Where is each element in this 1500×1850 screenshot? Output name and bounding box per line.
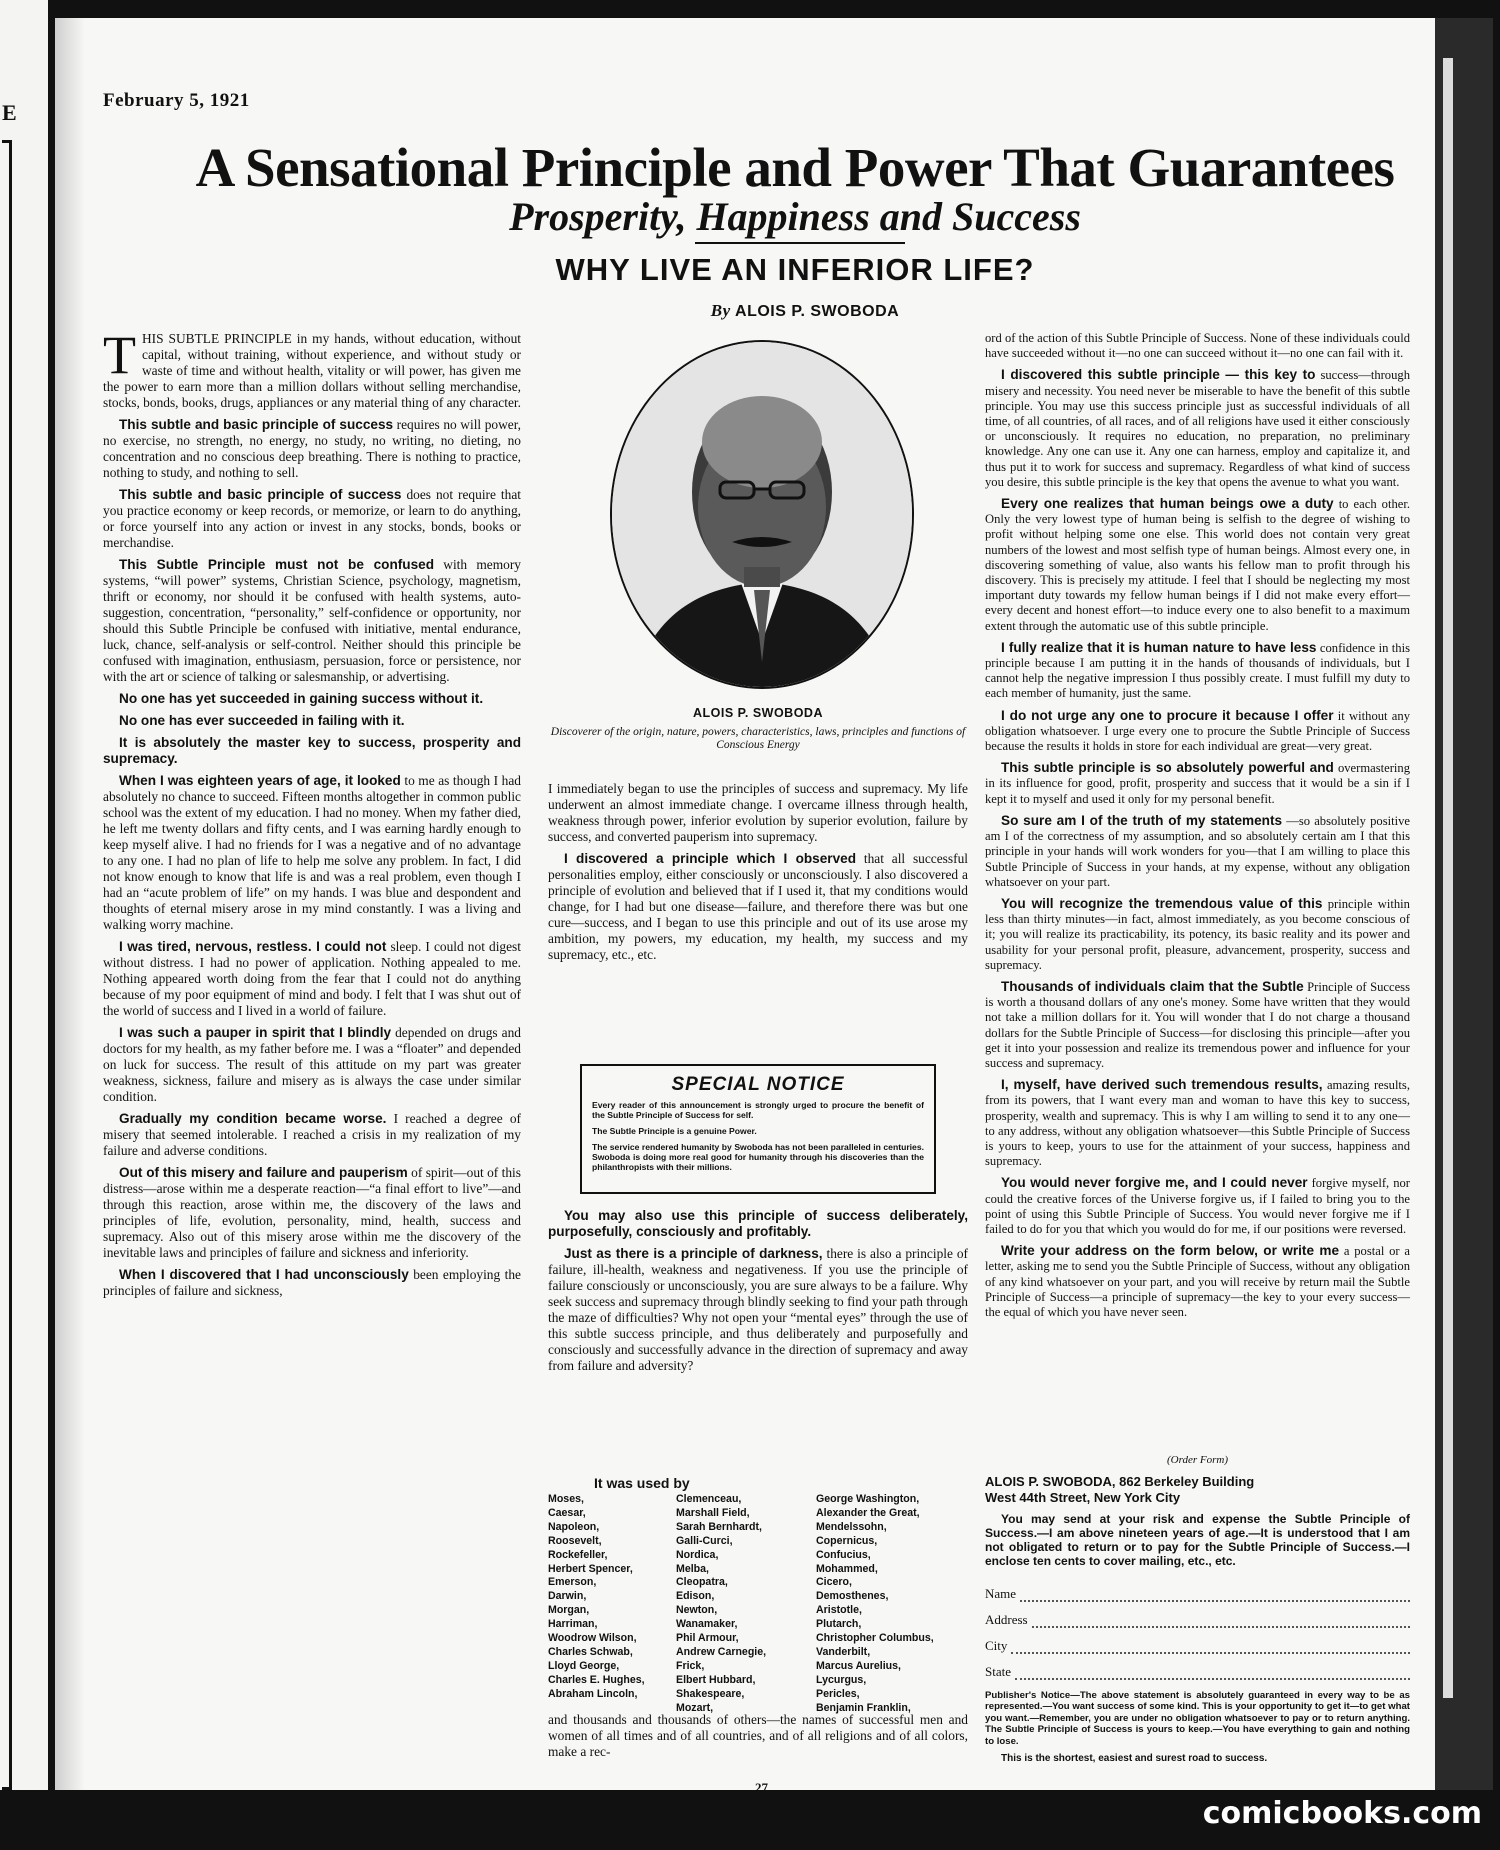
portrait-caption-description: Discoverer of the origin, nature, powers, characteristics, laws, principles and functions of Conscious Energy <box>550 726 966 751</box>
paragraph <box>103 773 521 933</box>
used-by-name: Herbert Spencer, <box>548 1562 633 1575</box>
special-notice-title: SPECIAL NOTICE <box>671 1074 845 1095</box>
paragraph-text: I reached a degree of misery that seemed intolerable. I reached a crisis in my realization of my failure and adverse conditions. <box>103 1111 521 1158</box>
paragraph <box>548 1246 968 1374</box>
paragraph-text: to me as though I had absolutely no chance to succeed. Fifteen months altogether in common public school was the extent of my education. I had no money. When my father died, he left me twenty dollars and fifty cents, and I was earning hardly enough to keep myself alive. I had no friends for I was a negative and of no advantage to any one. I had no plan of life to help me solve any problem. In fact, I did not know enough to know that life is and was a real problem, even though I had an “acute problem of life” on my hands. I was blue and despondent and thoughts of eternal misery arose in my mind constantly. I was a living and walking worry machine. <box>103 773 521 932</box>
name-field[interactable] <box>985 1576 1410 1602</box>
used-by-name: Benjamin Franklin, <box>816 1701 911 1714</box>
paragraph <box>103 1111 521 1159</box>
used-by-name: Confucius, <box>816 1548 871 1561</box>
paragraph <box>985 813 1410 890</box>
used-by-name: Vanderbilt, <box>816 1645 871 1658</box>
paragraph-text: it without any obligation whatsoever. I urge every one to procure the Subtle Principle of Success because the results it holds in store for each individual are great—very great. <box>985 708 1410 754</box>
paragraph-text: that all successful personalities employ, either consciously or unconsciously. I also discovered a principle of evolution and believed that if I used it, that my conditions would change, for I had but one disease—failure, and therefore there was but one cure—success, and I began to use this principle and out of its use arose my ambition, my powers, my education, my health, my success and my supremacy, etc., etc. <box>548 851 968 962</box>
paragraph-lead: I was such a pauper in spirit that I blindly <box>119 1025 392 1040</box>
paragraph-text: amazing results, from its powers, that I want every man and woman to have this key to success, prosperity, wealth and supremacy. This is why I am willing to send it to any one—to any address, without any obligation whatsoever—this Subtle Principle of Success is yours to keep, yours to use for the attainment of your success, happiness and supremacy. <box>985 1078 1410 1169</box>
paragraph-lead: This subtle and basic principle of success <box>119 417 394 432</box>
paragraph <box>103 691 521 707</box>
city-field-label: City <box>985 1638 1008 1653</box>
names-column-3 <box>816 1493 968 1716</box>
paragraph-text: overmastering in its influence for good, profit, prosperity and success that it would be a sin if I kept it to myself and used it only for my personal benefit. <box>985 761 1410 806</box>
used-by-name: Wanamaker, <box>676 1618 738 1631</box>
used-by-names <box>548 1493 968 1716</box>
paragraph-lead: So sure am I of the truth of my statements <box>1001 812 1283 828</box>
paragraph-lead: Gradually my condition became worse. <box>119 1111 387 1126</box>
paragraph-lead: I, myself, have derived such tremendous results, <box>1001 1077 1323 1093</box>
paragraph <box>548 1208 968 1240</box>
used-by-name: Woodrow Wilson, <box>548 1632 637 1645</box>
used-by-name: Melba, <box>676 1562 709 1575</box>
paragraph-lead: No one has ever succeeded in failing with it. <box>119 713 405 728</box>
drop-cap: T <box>103 325 136 385</box>
used-by-name: Sarah Bernhardt, <box>676 1520 762 1533</box>
paragraph <box>103 713 521 729</box>
headline: A Sensational Principle and Power That Guarantees <box>195 137 1395 198</box>
adjacent-page-edge <box>0 0 48 1790</box>
paragraph <box>103 325 521 411</box>
order-form <box>985 1454 1410 1764</box>
paragraph-lead: Write your address on the form below, or write me <box>1001 1243 1340 1259</box>
paragraph-lead: I discovered a principle which I observed <box>564 851 857 866</box>
paragraph-lead: When I was eighteen years of age, it looked <box>119 773 401 788</box>
used-by-name: Galli-Curci, <box>676 1534 733 1547</box>
used-by-list <box>548 1475 968 1716</box>
paragraph-lead: Out of this misery and failure and pauperism <box>119 1165 408 1180</box>
used-by-name: Aristotle, <box>816 1604 862 1617</box>
paragraph <box>548 851 968 963</box>
names-column-2 <box>676 1493 816 1716</box>
paragraph <box>103 417 521 481</box>
paragraph <box>985 896 1410 973</box>
adjacent-page-border <box>2 140 12 1790</box>
paragraph <box>985 496 1410 634</box>
paragraph-text: principle within less than thirty minutes—in fact, almost immediately, as you become conscious of it; you will realize its practicability, its potency, its basic reality and its power and usability for your personal profit, pleasure, advancement, prosperity, success and supremacy. <box>985 896 1410 972</box>
name-field-label: Name <box>985 1586 1017 1601</box>
paragraph-text: been employing the principles of failure and sickness, <box>103 1267 521 1298</box>
paragraph <box>103 735 521 767</box>
used-by-name: Christopher Columbus, <box>816 1632 934 1645</box>
paragraph-lead: Just as there is a principle of darkness, <box>564 1246 823 1261</box>
paragraph <box>985 1175 1410 1237</box>
paragraph-lead: Every one realizes that human beings owe a duty <box>1001 496 1334 512</box>
paragraph-lead: I do not urge any one to procure it because I offer <box>1001 707 1334 723</box>
used-by-name: Morgan, <box>548 1604 590 1617</box>
paragraph-lead: This Subtle Principle must not be confused <box>119 557 434 572</box>
order-address-line2: West 44th Street, New York City <box>985 1490 1181 1505</box>
used-by-name: Moses, <box>548 1493 584 1505</box>
author-portrait <box>610 340 914 689</box>
paragraph-lead: I fully realize that it is human nature to have less <box>1001 639 1317 655</box>
used-by-name: Shakespeare, <box>676 1687 745 1700</box>
used-by-name: Mozart, <box>676 1701 714 1714</box>
paragraph-text: does not require that you practice economy or keep records, or memorize, or learn to do anything, or force yourself into any action or invest in any stocks, bonds, books or merchandise. <box>103 487 521 550</box>
paragraph-text: ord of the action of this Subtle Principle of Success. None of these individuals could have succeeded without it—no one can succeed without it—no one can fail with it. <box>985 331 1410 361</box>
used-by-name: Frick, <box>676 1659 705 1672</box>
used-by-name: Edison, <box>676 1590 715 1603</box>
paragraph-lead: Thousands of individuals claim that the Subtle <box>1001 978 1304 994</box>
used-by-name: Lycurgus, <box>816 1673 867 1686</box>
paragraph <box>103 487 521 551</box>
paragraph-text: I immediately began to use the principles of success and supremacy. My life underwent an almost immediate change. I overcame illness through health, weakness through power, inferior evolution by superior evolution, failure by success, and converted pauperism into supremacy. <box>548 781 968 844</box>
paragraph-text: HIS SUBTLE PRINCIPLE in my hands, without education, without capital, without training, without experience, and without study or waste of time and without health, vitality or will power, has given me the power to earn more than a million dollars without selling merchandise, stocks, bonds, books, drugs, appliances or any material thing of any character. <box>103 331 521 410</box>
paragraph <box>103 1267 521 1299</box>
adjacent-page-letter: E <box>2 100 17 125</box>
subheadline: Prosperity, Happiness and Success <box>509 194 1081 239</box>
special-notice-text: The Subtle Principle is a genuine Power. <box>592 1126 757 1136</box>
after-list-text: and thousands and thousands of others—the names of successful men and women of all times and of all countries, and of all religions and of all colors, make a rec- <box>548 1712 968 1759</box>
used-by-name: Elbert Hubbard, <box>676 1673 756 1686</box>
used-by-name: Mendelssohn, <box>816 1520 887 1533</box>
used-by-name: Nordica, <box>676 1548 719 1561</box>
used-by-name: Cleopatra, <box>676 1576 728 1589</box>
paragraph-text: a postal or a letter, asking me to send you the Subtle Principle of Success, without any obligation of any kind whatsoever on your part, and you will receive by return mail the Subtle Principle of Success—a principle of supremacy—the key to your every success—the equal of which you have never seen. <box>985 1244 1410 1319</box>
used-by-name: Copernicus, <box>816 1534 878 1547</box>
paragraph-text: with memory systems, “will power” systems, Christian Science, psychology, magnetism, thrift or economy, nor should it be confused with health systems, auto-suggestion, concentration, “personality,” self-confidence or opportunity, nor should this Subtle Principle be confused with initiative, mental endurance, luck, chance, self-analysis or self-control. Neither should this principle be confused with imagination, enthusiasm, persuasion, force or persistence, nor with the art or science of talking or salesmanship, or advertising. <box>103 557 521 684</box>
paragraph-lead: This subtle and basic principle of success <box>119 487 402 502</box>
magazine-page <box>55 18 1493 1795</box>
paragraph-lead: It is absolutely the master key to success, prosperity and supremacy. <box>103 735 521 766</box>
used-by-name: Clemenceau, <box>676 1493 742 1505</box>
paragraph <box>103 1165 521 1261</box>
portrait-caption-name: ALOIS P. SWOBODA <box>692 706 823 720</box>
state-field-label: State <box>985 1664 1011 1679</box>
names-column-1 <box>548 1493 676 1716</box>
paragraph <box>103 1025 521 1105</box>
paragraph <box>985 979 1410 1071</box>
tagline: WHY LIVE AN INFERIOR LIFE? <box>555 252 1035 287</box>
used-by-name: Marcus Aurelius, <box>816 1659 901 1672</box>
paragraph-lead: You would never forgive me, and I could never <box>1001 1175 1308 1191</box>
paragraph <box>548 781 968 845</box>
paragraph <box>985 367 1410 490</box>
paragraph <box>985 760 1410 807</box>
used-by-name: Alexander the Great, <box>816 1506 920 1519</box>
paragraph-text: success—through misery and necessity. You need never be miserable to have the benefit of this subtle principle. You may use this success principle just as successful individuals of all time, of all countries, of all races, and of all religions have used it either consciously or unconsciously. It requires no education, no preparation, no preliminary knowledge. Any one can use it. Any one can harness, employ and capitalize it, and thus put it to work for success and supremacy. Regardless of what kind of success you desire, this subtle principle is the key that opens the avenue to what you want. <box>985 368 1410 489</box>
used-by-name: Charles Schwab, <box>548 1645 633 1658</box>
used-by-name: Mohammed, <box>816 1562 878 1575</box>
paragraph-text: requires no will power, no exercise, no strength, no energy, no study, no writing, no dieting, no concentration and no conscious deep breathing. There is nothing to practice, nothing to study, and nothing to sell. <box>103 417 521 480</box>
special-notice-box <box>580 1064 936 1194</box>
used-by-name: Emerson, <box>548 1576 597 1589</box>
address-field-label: Address <box>985 1612 1028 1627</box>
used-by-name: Rockefeller, <box>548 1548 608 1561</box>
paragraph-text: confidence in this principle because I am putting it in the hands of thousands of individuals, but I cannot help the negative impression I thus possibly create. I must fulfill my duty to each member of humanity, just the same. <box>985 640 1410 701</box>
paragraph-text: Principle of Success is worth a thousand dollars of any one's money. Some have written that they would not take a million dollars for it. You will wonder that I do not charge a thousand dollars for the Subtle Principle of Success—for disclosing this principle—after you get it into your possession and realize its tremendous power and influence for your success and supremacy. <box>985 979 1410 1070</box>
portrait-image <box>612 342 912 687</box>
publisher-notice: Publisher's Notice—The above statement is absolutely guaranteed in every way to be as represented.—You want success of some kind. This is your opportunity to get it—to get what you want.—Remember, you are under no obligation whatsoever to pay or to return anything. The Subtle Principle of Success is yours to keep.—You have everything to gain and nothing to lose. <box>985 1690 1410 1747</box>
city-field[interactable] <box>985 1628 1410 1654</box>
used-by-name: Marshall Field, <box>676 1506 750 1519</box>
paragraph-lead: This subtle principle is so absolutely powerful and <box>1001 760 1334 776</box>
column-left <box>103 325 521 1305</box>
paragraph-lead: When I discovered that I had unconsciously <box>119 1267 409 1282</box>
used-by-name: Phil Armour, <box>676 1632 739 1645</box>
paragraph <box>985 331 1410 361</box>
paragraph-lead: I discovered this subtle principle — this key to <box>1001 367 1316 383</box>
column-middle <box>548 781 968 969</box>
paragraph-lead: You will recognize the tremendous value of this <box>1001 895 1323 911</box>
order-address <box>985 1474 1410 1506</box>
used-by-name: George Washington, <box>816 1493 920 1505</box>
used-by-name: Newton, <box>676 1604 718 1617</box>
paragraph-text: depended on drugs and doctors for my health, as my father before me. I was a “floater” and depended on luck for success. The result of this attitude on my part was greater weakness, sickness, failure and misery as is always the case under similar condition. <box>103 1025 521 1104</box>
address-field[interactable] <box>985 1602 1410 1628</box>
paragraph-text: sleep. I could not digest without distress. I had no power of application. Nothing appealed to me. Nothing appeared worth doing from the fear that I could not do anything because of my poor equipment of mind and body. I felt that I was shut out of the world of success and I lived in a world of failure. <box>103 939 521 1018</box>
used-by-name: Caesar, <box>548 1506 586 1519</box>
paragraph-text: —so absolutely positive am I of the correctness of my assumption, and so absolutely certain am I that this principle in your hands will work wonders for you—that I am willing to place this Subtle Principle of Success in your hands, at my expense, without any obligation whatsoever on your part. <box>985 813 1410 889</box>
paragraph-text: forgive myself, nor could the creative forces of the Universe forgive us, if I failed to bring you to the point of using this Subtle Principle of Success. You would never forgive me if I failed to do for you that which you would do for me, if our positions were reversed. <box>985 1176 1410 1236</box>
used-by-name: Darwin, <box>548 1590 587 1603</box>
used-by-name: Pericles, <box>816 1687 860 1700</box>
paragraph-lead: I was tired, nervous, restless. I could not <box>119 939 387 954</box>
issue-date: February 5, 1921 <box>103 90 250 111</box>
byline-author: ALOIS P. SWOBODA <box>735 303 900 320</box>
byline <box>615 301 995 321</box>
used-by-name: Demosthenes, <box>816 1590 889 1603</box>
used-by-name: Lloyd George, <box>548 1659 620 1672</box>
used-by-name: Napoleon, <box>548 1520 600 1533</box>
column-right <box>985 331 1410 1326</box>
used-by-name: Charles E. Hughes, <box>548 1673 645 1686</box>
paragraph <box>985 1243 1410 1320</box>
special-notice-text: Every reader of this announcement is strongly urged to procure the benefit of the Subtle Principle of Success for self. <box>592 1100 924 1120</box>
used-by-name: Plutarch, <box>816 1618 862 1631</box>
site-watermark: comicbooks.com <box>1202 1796 1482 1831</box>
order-form-title: (Order Form) <box>1167 1454 1228 1466</box>
used-by-label: It was used by <box>594 1475 690 1491</box>
paragraph-lead: No one has yet succeeded in gaining success without it. <box>119 691 484 706</box>
paragraph-text: there is also a principle of failure, ill-health, weakness and negativeness. If you use the principle of failure consciously or unconsciously, you are sure always to be a failure. Why seek success and supremacy through blindly seeking to find your path through the maze of difficulties? Why not open your “mental eyes” through the use of this subtle success principle, and thus deliberately and purposefully and consciously and successfully advance in the direction of supremacy and away from failure and adversity? <box>548 1246 968 1373</box>
paragraph-text: to each other. Only the very lowest type of human being is selfish to the degree of wishing to profit without helping some one else. This world does not contain very great numbers of the lowest and most selfish type of human beings. Almost every one, in discovering something of value, also wants his fellow man to profit through his discovery. This is precisely my attitude. I feel that I should be neglecting my most important duty towards my fellow human beings if I did not make every effort—every decent and honest effort—to induce every one to also benefit to a maximum extent through the automatic use of this subtle principle. <box>985 497 1411 633</box>
used-by-name: Roosevelt, <box>548 1534 602 1547</box>
used-by-name: Abraham Lincoln, <box>548 1687 638 1700</box>
divider-rule <box>695 242 905 244</box>
page-number: 27 <box>755 1780 768 1795</box>
byline-prefix: By <box>710 301 731 320</box>
paragraph <box>985 1077 1410 1169</box>
order-address-line1: ALOIS P. SWOBODA, 862 Berkeley Building <box>985 1474 1255 1489</box>
paragraph <box>103 557 521 685</box>
paragraph <box>985 640 1410 702</box>
used-by-name: Andrew Carnegie, <box>676 1645 767 1658</box>
paragraph <box>103 939 521 1019</box>
paragraph <box>985 708 1410 755</box>
order-form-body: You may send at your risk and expense the Subtle Principle of Success.—I am above nineteen years of age.—It is understood that I am not obligated to return or to pay for the Subtle Principle of Success.—I enclose ten cents to cover mailing, etc., etc. <box>985 1512 1410 1568</box>
paragraph-text: of spirit—out of this distress—arose within me a desperate reaction—“a final effort to live”—and through this reaction, arose within me, the discovery of the laws and principles of life, evolution, personality, mind, health, success and supremacy. Also out of this misery arose within me the discovery of the inevitable laws and principles of failure and sickness and inferiority. <box>103 1165 521 1260</box>
used-by-name: Cicero, <box>816 1576 852 1589</box>
closing-line: This is the shortest, easiest and surest road to success. <box>1001 1753 1268 1765</box>
paragraph-lead: You may also use this principle of success deliberately, purposefully, consciously and profitably. <box>548 1208 968 1239</box>
used-by-name: Harriman, <box>548 1618 598 1631</box>
state-field[interactable] <box>985 1654 1410 1680</box>
column-middle-lower <box>548 1208 968 1380</box>
special-notice-text: The service rendered humanity by Swoboda has not been paralleled in centuries. Swoboda is doing more real good for humanity through his discoveries than the philanthropists with their millions. <box>592 1142 924 1172</box>
binding-shadow <box>55 18 85 1790</box>
